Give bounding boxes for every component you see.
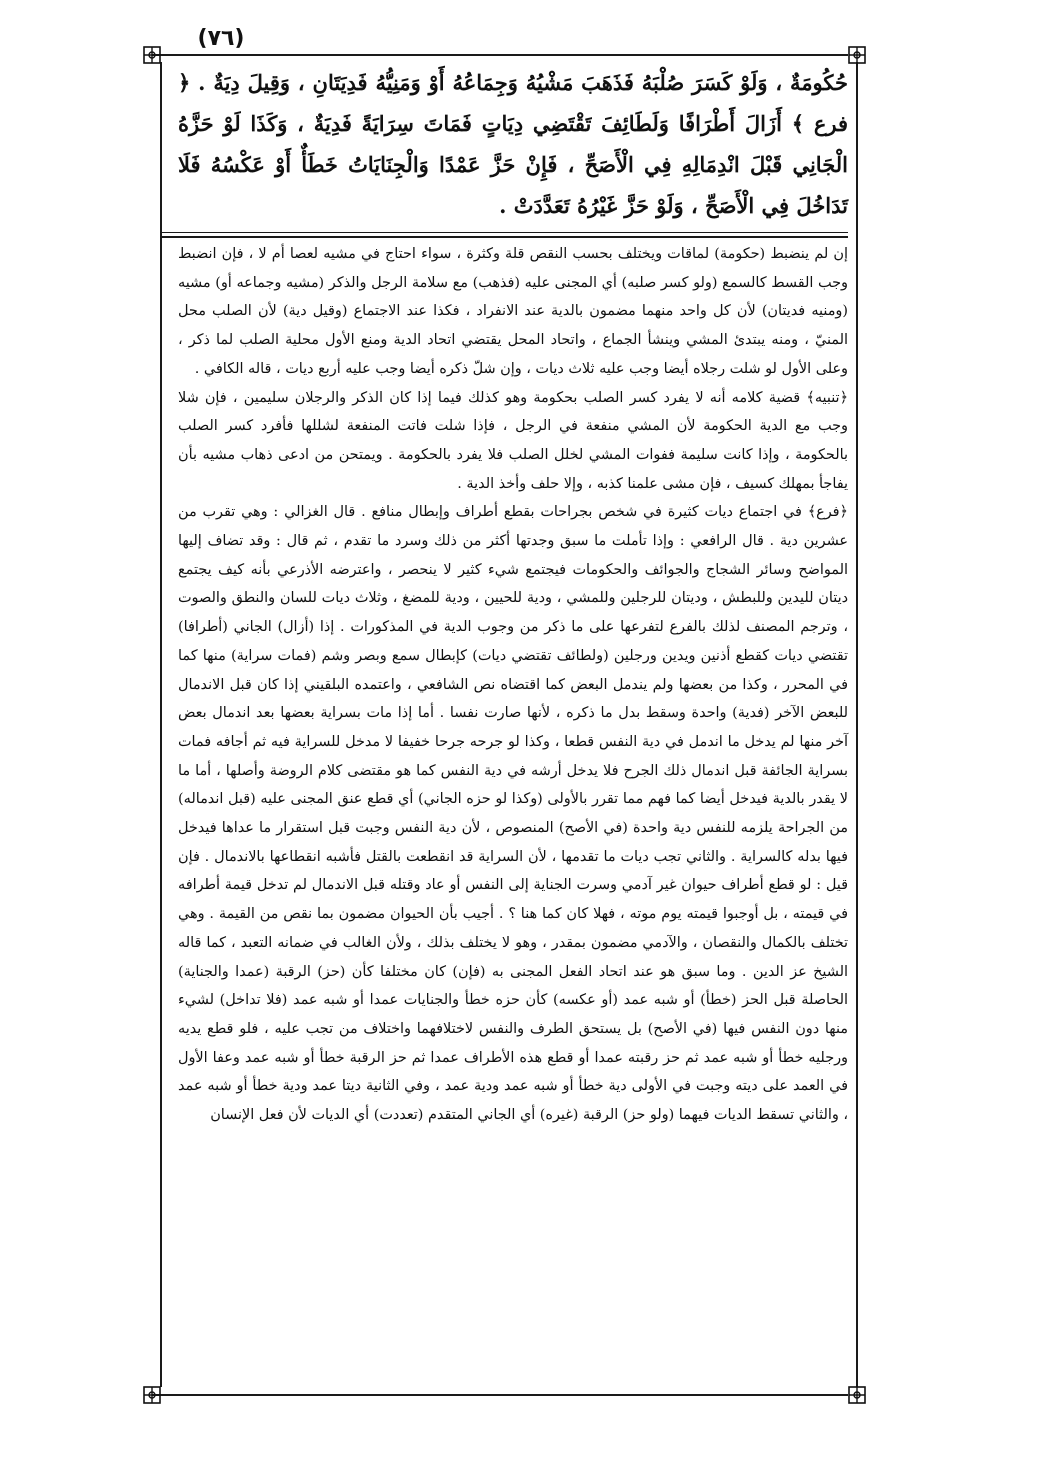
commentary-paragraph: ﴿تنبيه﴾ قضية كلامه أنه لا يفرد كسر الصلب بحكومة وهو كذلك فيما إذا كان الذكر والرجلان سليمين ، فإن شلا وجب مع الدية الحكومة لأن المشي منفعة في الرجل ، فإذا شلت فاتت المنفعة لشللها فأفرد كسر الصلب بالحكومة ، وإذا كانت سليمة ففوات المشي لخلل الصلب فلا يفرد بالحكومة . ويمتحن من ادعى ذهاب مشيه بأن يفاجأ بمهلك كسيف ، فإن مشى علمنا كذبه ، وإلا حلف وأخذ الدية . [178,389,848,492]
left-frame-rule [160,62,162,1387]
corner-ornament-icon [143,46,161,64]
corner-ornament-icon [848,46,866,64]
right-frame-rule [856,62,858,1387]
commentary-text-block [178,240,848,1130]
top-frame-rule [152,54,848,56]
corner-ornament-icon [143,1386,161,1404]
matn-text-block [178,62,848,226]
page-number: (٧٦) [197,26,245,51]
bottom-frame-rule [152,1394,848,1396]
matn-paragraph: حُكُومَةٌ ، وَلَوْ كَسَرَ صُلْبَهُ فَذَهَبَ مَشْيُهُ وَجِمَاعُهُ أَوْ وَمَنِيُّهُ فَدِيَتَانِ ، وَقِيلَ دِيَةٌ . ﴿ فرع ﴾ أَزَالَ أَطْرَافًا وَلَطَائِفَ تَقْتَضِي دِيَاتٍ فَمَاتَ سِرَايَةً فَدِيَةٌ ، وَكَذَا لَوْ حَزَّهُ الْجَانِي قَبْلَ انْدِمَالِهِ فِي الْأَصَحِّ ، فَإِنْ حَزَّ عَمْدًا وَالْجِنَايَاتُ خَطَأٌ أَوْ عَكْسُهُ فَلَا تَدَاخُلَ فِي الْأَصَحِّ ، وَلَوْ حَزَّ غَيْرُهُ تَعَدَّدَتْ . [178,70,848,218]
commentary-paragraph: إن لم ينضبط (حكومة) لماقات ويختلف بحسب النقص قلة وكثرة ، سواء احتاج في مشيه لعصا أم لا ، فإن انضبط وجب القسط كالسمع (ولو كسر صلبه) أي المجنى عليه (فذهب) مع سلامة الرجل والذكر (مشيه وجماعه أو) مشيه (ومنيه فديتان) لأن كل واحد منهما مضمون بالدية عند الانفراد ، فكذا عند الاجتماع (وقيل دية) لأن الصلب محل المنيّ ، ومنه يبتدئ المشي وينشأ الجماع ، واتحاد المحل يقتضي اتحاد الدية ومنع الأول محلية الصلب لما ذكر ، وعلى الأول لو شلت رجلاه أيضا وجب عليه ثلاث ديات ، وإن شلّ ذكره أيضا وجب عليه أربع ديات ، قاله الكافي . [178,246,848,377]
matn-separator-rule [160,232,848,233]
matn-bottom-rule [160,236,848,238]
corner-ornament-icon [848,1386,866,1404]
commentary-paragraph: ﴿فرع﴾ في اجتماع ديات كثيرة في شخص بجراحات بقطع أطراف وإبطال منافع . قال الغزالي : وهي تقرب من عشرين دية . قال الرافعي : وإذا تأملت ما سبق وجدتها أكثر من ذلك وسرد ما تقدم ، ثم قال : وقد تضاف إليها المواضح وسائر الشجاج والجوائف والحكومات فيجتمع شيء كثير لا ينحصر ، واعترضه الأذرعي بأنه كيف يجتمع ديتان لليدين وللبطش ، وديتان للرجلين وللمشي ، ودية للحيين ، ودية للمضغ ، وثلاث ديات للسان والنطق والصوت ، وترجم المصنف لذلك بالفرع لتفرعها على ما ذكر من وجوب الدية في المذكورات . إذا (أزال) الجاني (أطرافا) تقتضي ديات كقطع أذنين ويدين ورجلين (ولطائف تقتضي ديات) كإبطال سمع وبصر وشم (فمات سراية) منها كما في المحرر ، وكذا من بعضها ولم يندمل البعض كما اقتضاه نص الشافعي ، واعتمده البلقيني إذا كان قبل الاندمال للبعض الآخر (فدية) واحدة وسقط بدل ما ذكره ، لأنها صارت نفسا . أما إذا مات بسراية بعضها بعد اندمال بعض آخر منها لم يدخل ما اندمل في دية النفس قطعا ، وكذا لو جرحه جرحا خفيفا لا مدخل للسراية فيه ثم أجافه فمات بسراية الجائفة قبل اندمال ذلك الجرح فلا يدخل أرشه في دية النفس كما هو مقتضى كلام الروضة وأصلها ، أما ما لا يقدر بالدية فيدخل أيضا كما فهم مما تقرر بالأولى (وكذا لو حزه الجاني) أي قطع عنق المجنى عليه (قبل اندماله) من الجراحة يلزمه للنفس دية واحدة (في الأصح) المنصوص ، لأن دية النفس وجبت قبل استقرار ما عداها فيدخل فيها بدله كالسراية . والثاني تجب ديات ما تقدمها ، لأن السراية قد انقطعت بالقتل فأشبه انقطاعها بالاندمال . فإن قيل : لو قطع أطراف حيوان غير آدمي وسرت الجناية إلى النفس أو عاد وقتله قبل الاندمال لم تدخل قيمة أطرافه في قيمته ، بل أوجبوا قيمته يوم موته ، فهلا كان كما هنا ؟ . أجيب بأن الحيوان مضمون بما نقص من القيمة . وهي تختلف بالكمال والنقصان ، والآدمي مضمون بمقدر ، وهو لا يختلف بذلك ، ولأن الغالب في ضمانه التعبد ، كما قاله الشيخ عز الدين . وما سبق هو عند اتحاد الفعل المجنى به (فإن) كان مختلفا كأن (حز) الرقبة (عمدا والجناية) الحاصلة قبل الحز (خطأ) أو شبه عمد (أو عكسه) كأن حزه خطأ والجنايات عمدا أو شبه عمد (فلا تداخل) لشيء منها دون النفس فيها (في الأصح) بل يستحق الطرف والنفس لاختلافهما واختلاف من تجب عليه ، فلو قطع يديه ورجليه خطأ أو شبه عمد ثم حز رقبته عمدا أو قطع هذه الأطراف عمدا ثم حز الرقبة خطأ أو شبه عمد وعفا الأول في العمد على ديته وجبت في الأولى دية خطأ أو شبه عمد ودية عمد ، وفي الثانية ديتا عمد ودية خطأ أو شبه عمد ، والثاني تسقط الديات فيهما (ولو حز) الرقبة (غيره) أي الجاني المتقدم (تعددت) أي الديات لأن فعل الإنسان [178,504,848,1124]
